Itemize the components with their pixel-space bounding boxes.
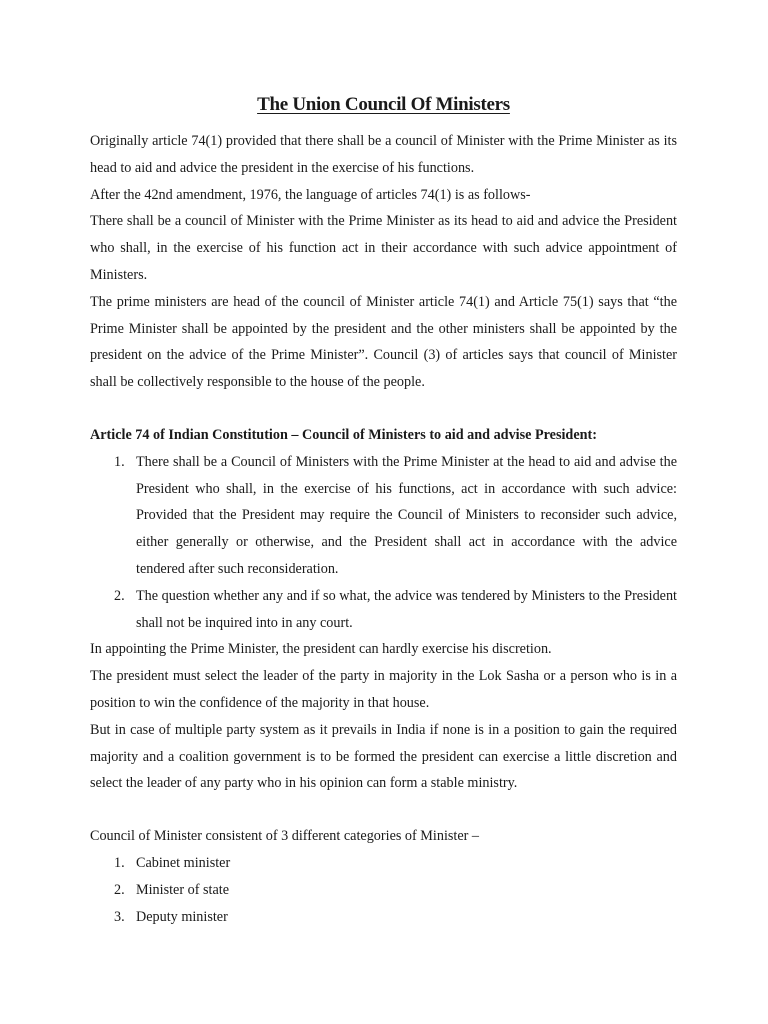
document-page [90, 92, 677, 930]
list-item-text: There shall be a Council of Ministers with the Prime Minister at the head to aid and advise the President who shall, in the exercise of his functions, act in accordance with such advice: Provided that the President may require the Council of Ministers to reconsider such advice, either generally or otherwise, and the President shall act in accordance with the advice tendered after such reconsideration. [136, 453, 677, 577]
list-item [90, 877, 677, 904]
paragraph-original-article: Originally article 74(1) provided that there shall be a council of Minister with the Prime Minister as its head to aid and advice the president in the exercise of his functions. [90, 133, 677, 176]
article74-list [90, 449, 677, 637]
article74-heading: Article 74 of Indian Constitution – Council of Ministers to aid and advise President: [90, 426, 597, 443]
page-title: The Union Council Of Ministers [257, 94, 510, 115]
list-item-number: 1. [114, 854, 125, 871]
list-item [90, 449, 677, 583]
categories-list [90, 850, 677, 930]
paragraph-prime-minister-head: The prime ministers are head of the council of Minister article 74(1) and Article 75(1) says that “the Prime Minister shall be appointed by the president and the other ministers shall be appointed by the president on the advice of the Prime Minister”. Council (3) of articles says that council of Minister shall be collectively responsible to the house of the people. [90, 293, 677, 391]
paragraph-amended-text: There shall be a council of Minister with the Prime Minister as its head to aid and advice the President who shall, in the exercise of his function act in their accordance with such advice appointment of Ministers. [90, 213, 677, 283]
list-item-number: 2. [114, 881, 125, 898]
list-item-number: 3. [114, 908, 125, 925]
list-item [90, 583, 677, 637]
list-item-text: The question whether any and if so what, the advice was tendered by Ministers to the President shall not be inquired into in any court. [136, 587, 677, 631]
paragraph-select-leader: The president must select the leader of the party in majority in the Lok Sasha or a person who is in a position to win the confidence of the majority in that house. [90, 668, 677, 711]
list-item [90, 850, 677, 877]
list-item-text: Minister of state [136, 881, 229, 898]
list-item [90, 904, 677, 931]
list-item-number: 2. [114, 587, 125, 604]
paragraph-multiple-party: But in case of multiple party system as it prevails in India if none is in a position to gain the required majority and a coalition government is to be formed the president can exercise a little discretion and select the leader of any party who in his opinion can form a stable ministry. [90, 721, 677, 792]
paragraph-appointing-pm: In appointing the Prime Minister, the president can hardly exercise his discretion. [90, 641, 552, 658]
paragraph-42nd-amendment: After the 42nd amendment, 1976, the language of articles 74(1) is as follows- [90, 186, 531, 203]
categories-intro: Council of Minister consistent of 3 different categories of Minister – [90, 828, 480, 845]
list-item-text: Cabinet minister [136, 854, 231, 871]
list-item-number: 1. [114, 453, 125, 470]
list-item-text: Deputy minister [136, 908, 228, 925]
spacer [90, 396, 677, 422]
spacer [90, 797, 677, 823]
